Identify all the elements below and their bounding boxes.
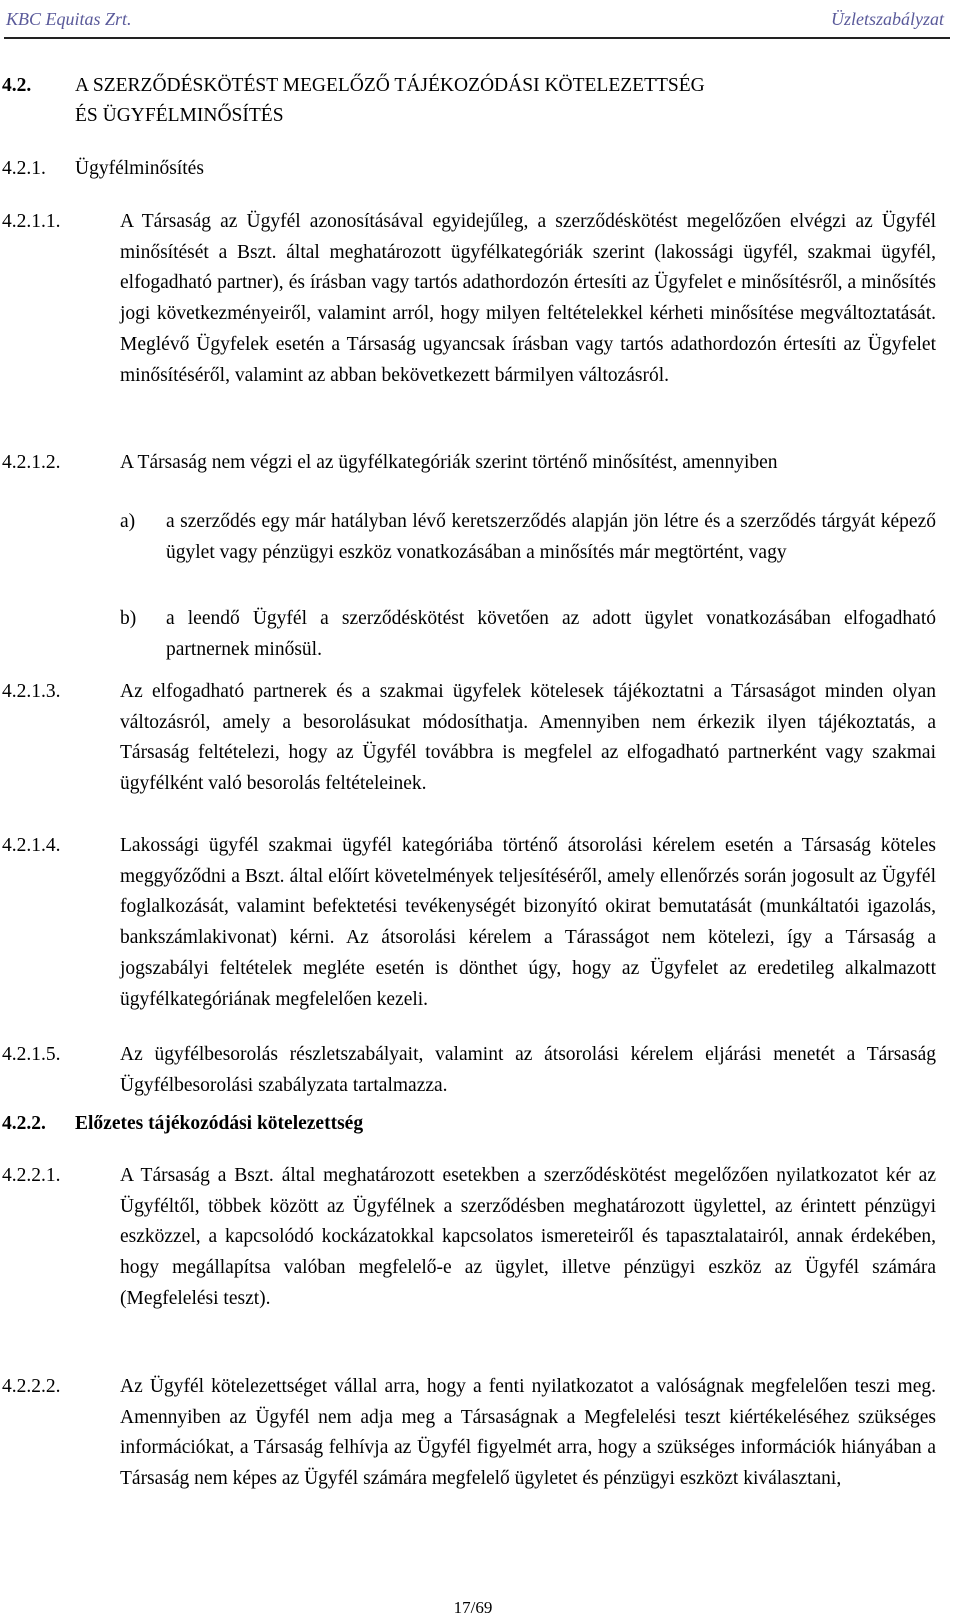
list-item-label-a: a) bbox=[120, 511, 136, 532]
header-company: KBC Equitas Zrt. bbox=[6, 9, 132, 29]
paragraph-number-4-2-1-4: 4.2.1.4. bbox=[2, 835, 61, 856]
section-title-4-2-line2: ÉS ÜGYFÉLMINŐSÍTÉS bbox=[75, 105, 284, 126]
paragraph-number-4-2-1-5: 4.2.1.5. bbox=[2, 1044, 61, 1065]
paragraph-number-4-2-1-3: 4.2.1.3. bbox=[2, 681, 61, 702]
paragraph-number-4-2-2-2: 4.2.2.2. bbox=[2, 1376, 61, 1397]
paragraph-4-2-1-2: A Társaság nem végzi el az ügyfélkategóriák szerint történő minősítést, amennyiben bbox=[120, 452, 778, 473]
section-number-4-2-1: 4.2.1. bbox=[2, 158, 46, 179]
list-item-b: a leendő Ügyfél a szerződéskötést követően az adott ügylet vonatkozásában elfogadható partnernek minősül. bbox=[166, 608, 936, 660]
header-divider bbox=[4, 37, 950, 39]
paragraph-4-2-1-1: A Társaság az Ügyfél azonosításával egyidejűleg, a szerződéskötést megelőzően elvégzi az Ügyfél minősítését a Bszt. által meghatározott ügyfélkategóriák szerint (lakossági ügyfél, szakmai ügyfél, elfogadható partner), és írásban vagy tartós adathordozón értesíti az Ügyfelet e minősítésről, a minősítés jogi következményeiről, valamint arról, hogy milyen feltételekkel kérheti minősítése megváltoztatását. Meglévő Ügyfelek esetén a Társaság ugyancsak írásban vagy tartós adathordozón értesíti az Ügyfelet minősítéséről, valamint az abban bekövetkezett bármilyen változásról. bbox=[120, 211, 936, 386]
paragraph-4-2-2-2: Az Ügyfél kötelezettséget vállal arra, hogy a fenti nyilatkozatot a valóságnak megfelelően teszi meg. Amennyiben az Ügyfél nem adja meg a Társaságnak a Megfelelési teszt kiértékeléséhez szükséges információkat, a Társaság felhívja az Ügyfél figyelmét arra, hogy a szükséges információk hiányában a Társaság nem képes az Ügyfél számára megfelelő ügyletet és pénzügyi eszközt kiválasztani, bbox=[120, 1376, 936, 1490]
paragraph-4-2-1-3: Az elfogadható partnerek és a szakmai ügyfelek kötelesek tájékoztatni a Társaságot minden olyan változásról, amely a besorolásukat módosíthatja. Amennyiben nem érkezik ilyen tájékoztatás, a Társaság feltételezi, hogy az Ügyfél továbbra is megfelel az elfogadható partnerként vagy szakmai ügyfélként való besorolás feltételeinek. bbox=[120, 681, 936, 795]
list-item-a: a szerződés egy már hatályban lévő keretszerződés alapján jön létre és a szerződés tárgyát képező ügylet vagy pénzügyi eszköz vonatkozásában a minősítés már megtörtént, vagy bbox=[166, 511, 936, 563]
page-number: 17/69 bbox=[453, 1598, 493, 1617]
section-title-4-2-2: Előzetes tájékozódási kötelezettség bbox=[75, 1113, 364, 1134]
section-number-4-2: 4.2. bbox=[2, 75, 32, 96]
paragraph-4-2-1-5: Az ügyfélbesorolás részletszabályait, valamint az átsorolási kérelem eljárási menetét a Társaság Ügyfélbesorolási szabályzata tartalmazza. bbox=[120, 1044, 936, 1096]
section-title-4-2-line1: A SZERZŐDÉSKÖTÉST MEGELŐZŐ TÁJÉKOZÓDÁSI KÖTELEZETTSÉG bbox=[75, 75, 705, 96]
list-item-label-b: b) bbox=[120, 608, 137, 629]
paragraph-4-2-2-1: A Társaság a Bszt. által meghatározott esetekben a szerződéskötést megelőzően nyilatkozatot kér az Ügyféltől, többek között az Ügyfélnek a szerződésben meghatározott ügylettel, az érintett pénzügyi eszközzel, a kapcsolódó kockázatokkal kapcsolatos ismereteiről és tapasztalatairól, annak érdekében, hogy megállapítsa valóban megfelelő-e az ügylet, illetve pénzügyi eszköz az Ügyfél számára (Megfelelési teszt). bbox=[120, 1165, 936, 1309]
paragraph-number-4-2-2-1: 4.2.2.1. bbox=[2, 1165, 61, 1186]
section-number-4-2-2: 4.2.2. bbox=[2, 1113, 46, 1134]
header-document-title: Üzletszabályzat bbox=[830, 9, 944, 29]
section-title-4-2-1: Ügyfélminősítés bbox=[75, 158, 204, 179]
paragraph-number-4-2-1-2: 4.2.1.2. bbox=[2, 452, 61, 473]
paragraph-4-2-1-4: Lakossági ügyfél szakmai ügyfél kategóriába történő átsorolási kérelem esetén a Társaság köteles meggyőződni a Bszt. által előírt követelmények teljesítéséről, amely ellenőrzés során jogosult az Ügyfél foglalkozását, valamint befektetési tevékenységét bizonyító okirat bemutatását (munkáltatói igazolás, bankszámlakivonat) kérni. Az átsorolási kérelem a Tárasságot nem kötelezi, így a Társaság a jogszabályi feltételek megléte esetén is dönthet úgy, hogy az Ügyfelet az eredetileg alkalmazott ügyfélkategóriának megfelelően kezeli. bbox=[120, 835, 936, 1010]
paragraph-number-4-2-1-1: 4.2.1.1. bbox=[2, 211, 61, 232]
